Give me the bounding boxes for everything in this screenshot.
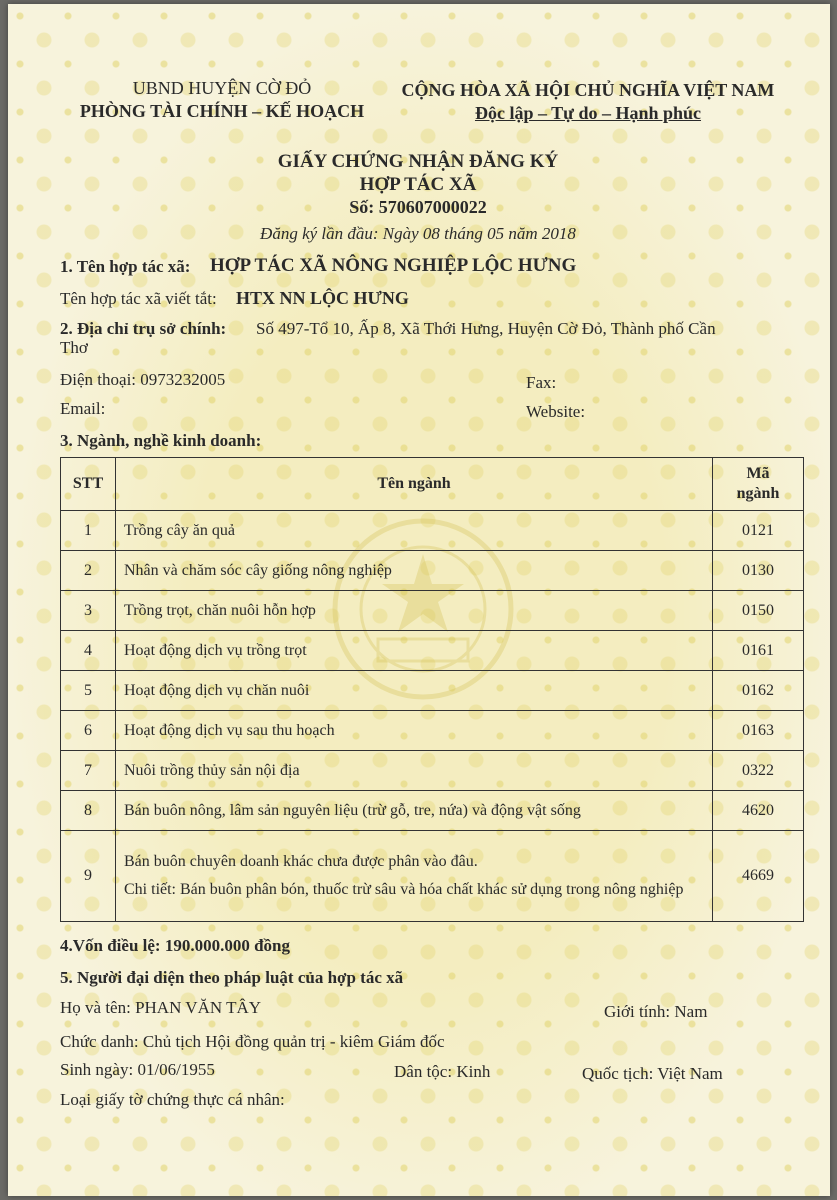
certificate-number: Số: 570607000022 [349, 197, 487, 217]
row-stt: 3 [61, 591, 116, 631]
table-row [61, 591, 804, 631]
registration-date: Đăng ký lần đầu: Ngày 08 tháng 05 năm 2018 [260, 224, 576, 243]
row-stt: 9 [61, 831, 116, 922]
charter-capital: 4.Vốn điều lệ: 190.000.000 đồng [60, 936, 290, 955]
row-code: 0163 [713, 711, 804, 751]
table-row [61, 671, 804, 711]
table-row [61, 751, 804, 791]
fax: Fax: [526, 373, 557, 392]
row-name: Hoạt động dịch vụ chăn nuôi [116, 671, 713, 711]
cooperative-name: HỢP TÁC XÃ NÔNG NGHIỆP LỘC HƯNG [210, 255, 577, 276]
row-code: 0130 [713, 551, 804, 591]
section1-label: 1. Tên hợp tác xã: [60, 257, 191, 276]
header-name: Tên ngành [116, 458, 713, 511]
header-left-line1: UBND HUYỆN CỜ ĐỎ [132, 78, 312, 98]
rep-ethnicity: Dân tộc: Kinh [394, 1062, 491, 1081]
row-name: Hoạt động dịch vụ sau thu hoạch [116, 711, 713, 751]
row-code: 0322 [713, 751, 804, 791]
table-row [61, 711, 804, 751]
address-line1: Số 497-Tổ 10, Ấp 8, Xã Thới Hưng, Huyện Cờ Đỏ, Thành phố Cần [256, 319, 716, 338]
row-name: Trồng cây ăn quả [116, 511, 713, 551]
row-code: 0121 [713, 511, 804, 551]
header-code-line2: ngành [736, 485, 780, 502]
rep-dob: Sinh ngày: 01/06/1955 [60, 1060, 215, 1079]
row-code: 0150 [713, 591, 804, 631]
row-code: 0161 [713, 631, 804, 671]
row-name: Hoạt động dịch vụ trồng trọt [116, 631, 713, 671]
rep-id-type: Loại giấy tờ chứng thực cá nhân: [60, 1090, 285, 1109]
header-stt: STT [61, 458, 116, 511]
title-line2: HỢP TÁC XÃ [359, 174, 477, 195]
rep-nationality: Quốc tịch: Việt Nam [582, 1064, 723, 1083]
website: Website: [526, 402, 586, 421]
email: Email: [60, 399, 106, 418]
header-right-line1: CỘNG HÒA XÃ HỘI CHỦ NGHĨA VIỆT NAM [401, 80, 775, 100]
table-row [61, 791, 804, 831]
table-row [61, 511, 804, 551]
business-lines-table [60, 457, 804, 922]
title-line1: GIẤY CHỨNG NHẬN ĐĂNG KÝ [277, 151, 559, 172]
table-header-row [61, 458, 804, 511]
table-row [61, 551, 804, 591]
row-stt: 2 [61, 551, 116, 591]
row-stt: 8 [61, 791, 116, 831]
section3-label: 3. Ngành, nghề kinh doanh: [60, 431, 262, 450]
row-code: 4669 [713, 831, 804, 922]
table-row [61, 631, 804, 671]
row-name: Bán buôn nông, lâm sản nguyên liệu (trừ gỗ, tre, nứa) và động vật sống [116, 791, 713, 831]
row-stt: 4 [61, 631, 116, 671]
row-code: 0162 [713, 671, 804, 711]
header-left-line2: PHÒNG TÀI CHÍNH – KẾ HOẠCH [79, 101, 365, 121]
row-stt: 5 [61, 671, 116, 711]
address-line2: Thơ [60, 338, 88, 357]
row-name-multiline [116, 831, 713, 922]
phone: Điện thoại: 0973232005 [60, 370, 226, 389]
header-code-line1: Mã [746, 465, 770, 482]
certificate-paper [8, 4, 830, 1196]
table-row [61, 831, 804, 922]
cooperative-abbr: HTX NN LỘC HƯNG [236, 288, 409, 308]
abbr-label: Tên hợp tác xã viết tắt: [60, 289, 217, 308]
row-stt: 6 [61, 711, 116, 751]
section2-label: 2. Địa chỉ trụ sở chính: [60, 319, 227, 338]
row-stt: 7 [61, 751, 116, 791]
row-name: Trồng trọt, chăn nuôi hỗn hợp [116, 591, 713, 631]
row-name: Bán buôn chuyên doanh khác chưa được phân vào đâu. [124, 853, 478, 870]
header-code [713, 458, 804, 511]
row-detail: Chi tiết: Bán buôn phân bón, thuốc trừ sâu và hóa chất khác sử dụng trong nông nghiệp [124, 881, 684, 898]
rep-name: Họ và tên: PHAN VĂN TÂY [60, 998, 262, 1017]
header-right-line2: Độc lập – Tự do – Hạnh phúc [474, 103, 702, 123]
row-name: Nhân và chăm sóc cây giống nông nghiệp [116, 551, 713, 591]
rep-gender: Giới tính: Nam [604, 1002, 708, 1021]
row-stt: 1 [61, 511, 116, 551]
section5-label: 5. Người đại diện theo pháp luật của hợp tác xã [60, 968, 404, 987]
row-code: 4620 [713, 791, 804, 831]
rep-title: Chức danh: Chủ tịch Hội đồng quản trị - kiêm Giám đốc [60, 1032, 445, 1051]
row-name: Nuôi trồng thủy sản nội địa [116, 751, 713, 791]
